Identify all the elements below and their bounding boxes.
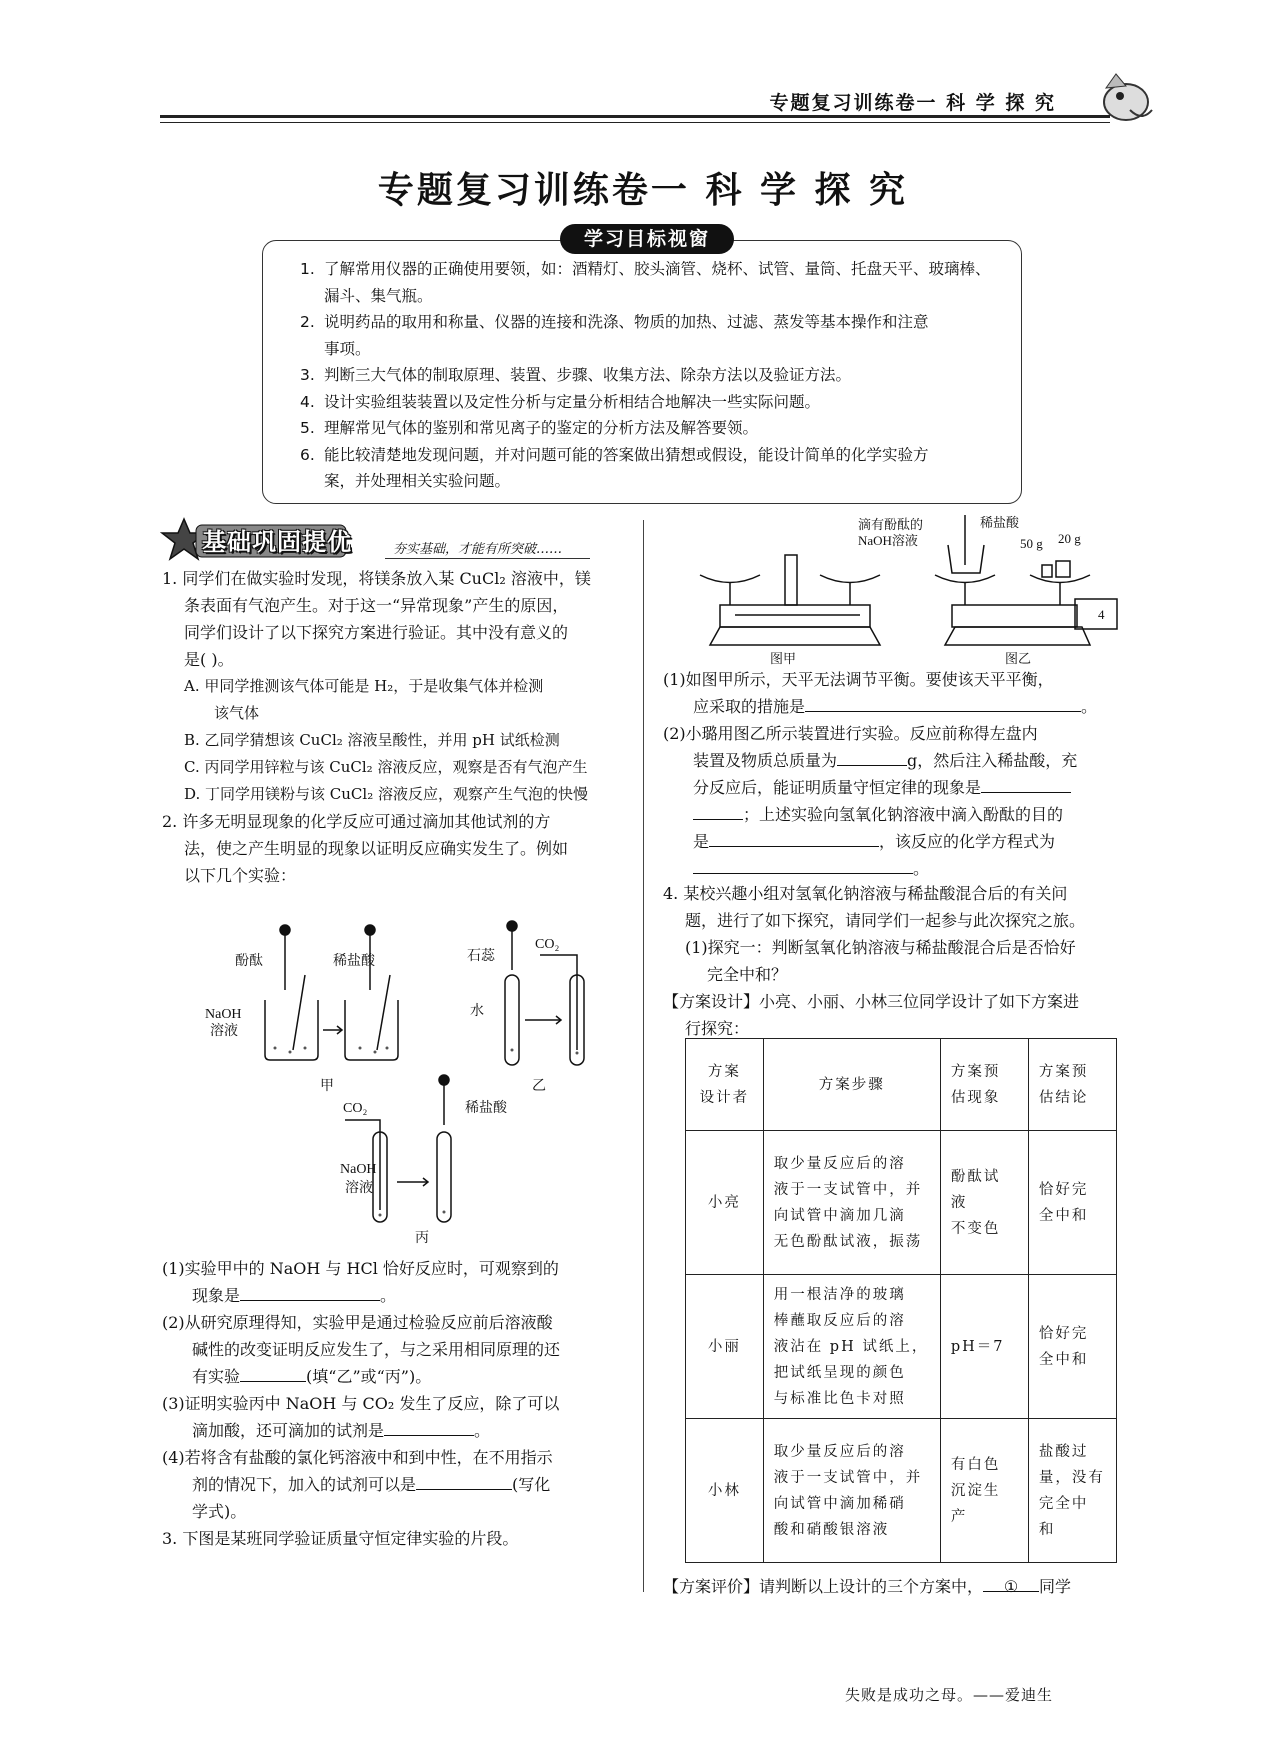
svg-text:丙: 丙 [415, 1231, 429, 1246]
answer-blank[interactable]: ① [983, 1573, 1039, 1592]
svg-text:CO₂: CO₂ [535, 937, 560, 952]
goal-item: 6. 能比较清楚地发现问题，并对问题可能的答案做出猜想或假设，能设计简单的化学实验方 [300, 445, 929, 464]
q3-balance-figure [690, 515, 1120, 665]
svg-text:NaOH: NaOH [205, 1007, 242, 1022]
goal-item: 1. 了解常用仪器的正确使用要领，如：酒精灯、胶头滴管、烧杯、试管、量筒、托盘天平、玻璃棒、 [300, 260, 991, 278]
svg-text:50 g: 50 g [1020, 536, 1043, 551]
running-header: 专题复习训练卷一 科 学 探 究 [769, 92, 1056, 114]
table-row: 小丽 用一根洁净的玻璃 棒蘸取反应后的溶 液沾在 pH 试纸上， 把试纸呈现的颜色 与标准比色卡对照 pH＝7 恰好完 全中和 [686, 1275, 1117, 1419]
svg-text:NaOH: NaOH [340, 1162, 377, 1177]
answer-blank[interactable] [981, 774, 1071, 793]
svg-text:溶液: 溶液 [210, 1024, 238, 1039]
header-rule [160, 115, 1110, 118]
answer-blank[interactable] [240, 1282, 380, 1301]
question-3-subparts: (1)如图甲所示，天平无法调节平衡。要使该天平平衡， 应采取的措施是 。 (2)小璐用图乙所示装置进行实验。反应前称得左盘内 装置及物质总质量为 g，然后注入稀盐酸，充 分反应后，能证明质量守恒定律的现象是 ；上述实验向氢氧化钠溶液中滴入酚酞的目的 是 ，该反应的化学方程式为 。 [663, 670, 1098, 878]
plan-table [685, 1038, 1117, 1563]
mascot-icon [1092, 70, 1162, 130]
goal-item: 4. 设计实验组装装置以及定性分析与定量分析相结合地解决一些实际问题。 [300, 392, 821, 411]
svg-text:石蕊: 石蕊 [467, 949, 495, 964]
page-title: 专题复习训练卷一 科 学 探 究 [377, 170, 909, 211]
answer-blank[interactable] [384, 1417, 474, 1436]
svg-text:稀盐酸: 稀盐酸 [465, 1101, 507, 1116]
svg-text:4: 4 [1098, 607, 1105, 622]
table-row: 小林 取少量反应后的溶 液于一支试管中，并 向试管中滴加稀硝 酸和硝酸银溶液 有白色 沉淀生 产 盐酸过 量，没有 完全中 和 [686, 1419, 1117, 1563]
svg-text:稀盐酸: 稀盐酸 [980, 515, 1020, 530]
svg-text:甲: 甲 [320, 1079, 334, 1094]
label-hcl: 稀盐酸 [333, 954, 375, 969]
svg-text:乙: 乙 [532, 1079, 546, 1094]
goal-item: 5. 理解常见气体的鉴别和常见离子的鉴定的分析方法及解答要领。 [300, 419, 759, 437]
svg-text:水: 水 [470, 1004, 484, 1019]
answer-blank[interactable] [805, 693, 1081, 712]
answer-blank[interactable] [416, 1471, 512, 1490]
question-1: 1. 同学们在做实验时发现，将镁条放入某 CuCl₂ 溶液中，镁 条表面有气泡产生。对于这一“异常现象”产生的原因， 同学们设计了以下探究方案进行验证。其中没有意义的 是( )。 A. 甲同学推测该气体可能是 H₂，于是收集气体并检测 该气体 B. 乙同学猜想该 CuCl₂ 溶液呈酸性，并用 pH 试纸检测 C. 丙同学用锌粒与该 CuCl₂ 溶液反应，观察是否有气泡产生 D. 丁同学用镁粉与该 CuCl₂ 溶液反应，观察产生气泡的快慢 2. 许多无明显现象的化学反应可通过滴加其他试剂的方 法，使之产生明显的现象以证明反应确实发生了。例如 以下几个实验： [162, 565, 627, 889]
answer-blank[interactable] [709, 828, 879, 847]
header-rule-thin [160, 122, 1110, 123]
option-c: C. 丙同学用锌粒与该 CuCl₂ 溶液反应，观察是否有气泡产生 [184, 758, 588, 776]
q2-experiment-figure [205, 920, 625, 1250]
section-underline [385, 558, 590, 559]
svg-text:CO₂: CO₂ [343, 1101, 368, 1116]
column-divider [643, 520, 644, 1592]
answer-blank[interactable] [240, 1363, 306, 1382]
option-a: A. 甲同学推测该气体可能是 H₂，于是收集气体并检测 [184, 677, 544, 695]
table-header-row: 方案 设计者 方案步骤 方案预 估现象 方案预 估结论 [686, 1039, 1117, 1131]
svg-text:滴有酚酞的: 滴有酚酞的 [858, 517, 924, 532]
svg-text:图乙: 图乙 [1005, 651, 1032, 665]
evaluation-line: 【方案评价】请判断以上设计的三个方案中， ① 同学 [663, 1573, 1123, 1600]
section-label: 基础巩固提优 [202, 528, 352, 556]
svg-text:20 g: 20 g [1058, 531, 1081, 546]
goals-list: 1. 了解常用仪器的正确使用要领，如：酒精灯、胶头滴管、烧杯、试管、量筒、托盘天平、玻璃棒、 漏斗、集气瓶。 2. 说明药品的取用和称量、仪器的连接和洗涤、物质的加热、过滤、蒸发等基本操作和注意 事项。 3. 判断三大气体的制取原理、装置、步骤、收集方法、除杂方法以及验证方法。 4. 设计实验组装装置以及定性分析与定量分析相结合地解决一些实际问题。 5. 理解常见气体的鉴别和常见离子的鉴定的分析方法及解答要领。 6. 能比较清楚地发现问题，并对问题可能的答案做出猜想或假设，能设计简单的化学实验方 案，并处理相关实验问题。 [300, 256, 1008, 495]
section-subtitle: 夯实基础，才能有所突破…… [393, 542, 563, 557]
svg-text:图甲: 图甲 [770, 651, 797, 665]
question-3: 3. 下图是某班同学验证质量守恒定律实验的片段。 [162, 1529, 519, 1548]
question-4: 4. 某校兴趣小组对氢氧化钠溶液与稀盐酸混合后的有关问 题，进行了如下探究，请同学们一起参与此次探究之旅。 (1)探究一：判断氢氧化钠溶液与稀盐酸混合后是否恰好 完全中和？ 【方案设计】小亮、小丽、小林三位同学设计了如下方案进 行探究： [663, 884, 1086, 1038]
answer-blank[interactable] [693, 855, 913, 874]
table-row: 小亮 取少量反应后的溶 液于一支试管中，并 向试管中滴加几滴 无色酚酞试液，振荡 酚酞试 液 不变色 恰好完 全中和 [686, 1131, 1117, 1275]
footer-quote: 失败是成功之母。——爱迪生 [845, 1686, 1054, 1704]
answer-blank[interactable] [837, 747, 907, 766]
question-2-subparts: (1)实验甲中的 NaOH 与 HCl 恰好反应时，可观察到的 现象是 。 (2)从研究原理得知，实验甲是通过检验反应前后溶液酸 碱性的改变证明反应发生了，与之采用相同原理的还 有实验 (填“乙”或“丙”)。 (3)证明实验丙中 NaOH 与 CO₂ 发生了反应，除了可以 滴加酸，还可滴加的试剂是 。 (4)若将含有盐酸的氯化钙溶液中和到中性，在不用指示 剂的情况下，加入的试剂可以是 (写化 学式)。 3. 下图是某班同学验证质量守恒定律实验的片段。 [162, 1255, 627, 1552]
option-b: B. 乙同学猜想该 CuCl₂ 溶液呈酸性，并用 pH 试纸检测 [184, 731, 560, 749]
goal-item: 3. 判断三大气体的制取原理、装置、步骤、收集方法、除杂方法以及验证方法。 [300, 366, 852, 384]
svg-text:溶液: 溶液 [345, 1181, 373, 1196]
goals-badge: 学习目标视窗 [560, 224, 734, 254]
label-phenolphthalein: 酚酞 [235, 954, 263, 969]
goal-item: 2. 说明药品的取用和称量、仪器的连接和洗涤、物质的加热、过滤、蒸发等基本操作和注意 [300, 313, 929, 331]
svg-text:NaOH溶液: NaOH溶液 [858, 533, 918, 548]
option-d: D. 丁同学用镁粉与该 CuCl₂ 溶液反应，观察产生气泡的快慢 [184, 785, 588, 803]
answer-blank[interactable] [693, 801, 743, 820]
